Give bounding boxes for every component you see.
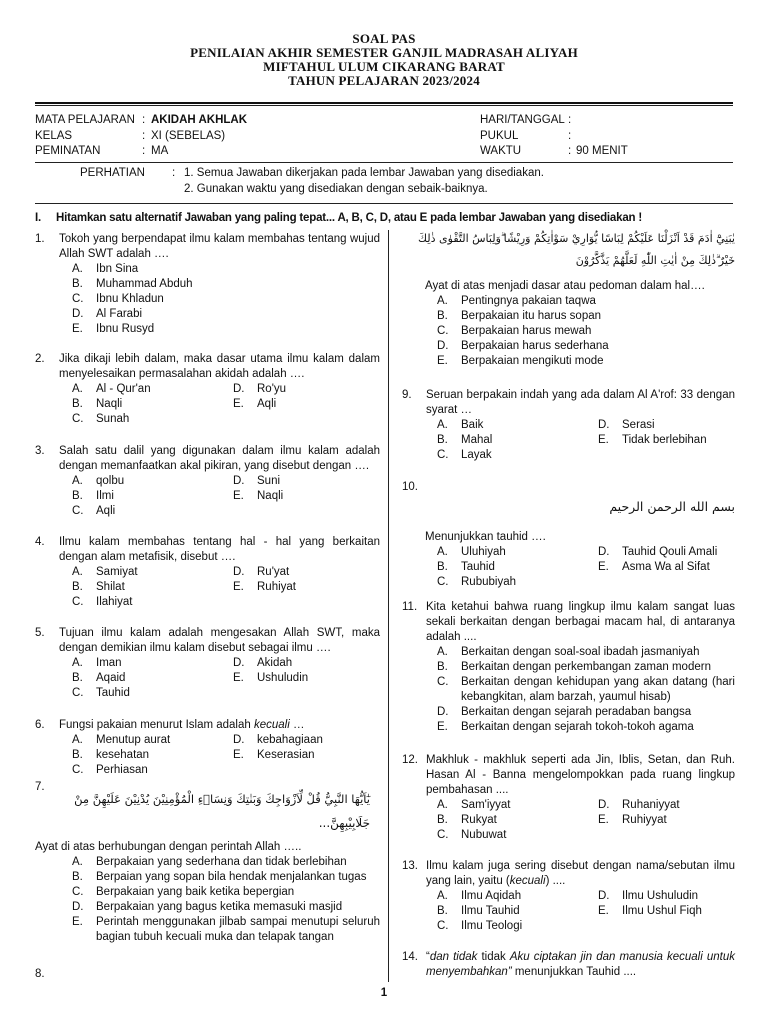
option-row[interactable]: A. Iman D. Akidah <box>72 657 293 669</box>
section-roman: I. <box>35 212 41 224</box>
question-8-content <box>402 228 735 369</box>
option[interactable]: A. Ibn Sina <box>72 263 139 275</box>
option[interactable]: A. Berpakaian yang sederhana dan tidak berlebihan <box>72 856 347 868</box>
info-major-value: MA <box>151 145 169 157</box>
option[interactable]: E. Berkaitan dengan sejarah tokoh-tokoh agama <box>437 721 694 733</box>
page-number: 1 <box>380 987 388 999</box>
question-stem: Tujuan ilmu kalam adalah mengesakan Allah SWT, maka dengan demikian ilmu kalam disebut sebagai ilmu …. <box>59 627 380 654</box>
arabic-verse-line-1: يٰبَنِيْٓ اٰدَمَ قَدْ اَنْزَلْنَا عَلَيْكُمْ لِبَاسًا يُّوَارِيْ سَوْاٰتِكُمْ وَرِيْشًا ۗوَلِبَاسُ التَّقْوٰى ذٰلِكَ <box>418 232 735 245</box>
option[interactable]: D. Berpakaian harus sederhana <box>437 340 609 352</box>
option[interactable]: D. Berpakaian yang bagus ketika memasuki masjid <box>72 901 343 913</box>
info-duration-label: WAKTU <box>480 145 522 157</box>
option-row[interactable]: A. Baik D. Serasi <box>437 419 655 431</box>
option-row[interactable]: B. Tauhid E. Asma Wa al Sifat <box>437 561 710 573</box>
option-row[interactable]: C. Tauhid <box>72 687 130 699</box>
option[interactable]: E. Berpakaian mengikuti mode <box>437 355 604 367</box>
option-row[interactable]: B. Shilat E. Ruhiyat <box>72 581 296 593</box>
option-row[interactable]: B. Mahal E. Tidak berlebihan <box>437 434 707 446</box>
question-stem: Jika dikaji lebih dalam, maka dasar utama ilmu kalam dalam menyelesaikan permasalahan akidah adalah …. <box>59 353 380 380</box>
option-row[interactable]: A. Sam'iyyat D. Ruhaniyyat <box>437 799 680 811</box>
header-divider-thin <box>35 105 733 106</box>
question-12: 12. Makhluk - makhluk seperti ada Jin, Iblis, Setan, dan Ruh. Hasan Al - Banna mengelompokkan pada ruang lingkup pembahasan .... A. Sam'iyyat D. Ruhaniyyat B. Rukyat E. Ruhiyyat C. Nubuwat <box>402 754 735 841</box>
header-line-3: MIFTAHUL ULUM CIKARANG BARAT <box>263 59 505 74</box>
option-row[interactable]: A. Ilmu Aqidah D. Ilmu Ushuludin <box>437 890 699 902</box>
option[interactable]: E. Perintah menggunakan jilbab sampai menutupi seluruh bagian tubuh kecuali muka dan telapak tangan <box>72 916 380 943</box>
question-stem: Seruan berpakain indah yang ada dalam Al A'rof: 33 dengan syarat … <box>426 389 735 416</box>
option[interactable]: D. Al Farabi <box>72 308 143 320</box>
question-9: 9. Seruan berpakain indah yang ada dalam Al A'rof: 33 dengan syarat … A. Baik D. Serasi B. Mahal E. Tidak berlebihan C. Layak <box>402 389 735 461</box>
arabic-verse-line-1: يٰٓاَيُّهَا النَّبِيُّ قُلْ لِّاَزْوَاجِكَ وَبَنٰتِكَ وَنِسَاۤءِ الْمُؤْمِنِيْنَ يُدْنِيْنَ عَلَيْهِنَّ مِنْ <box>74 792 370 806</box>
question-14: 14. “dan tidak tidak Aku ciptakan jin dan manusia kecuali untuk menyembahkan” menunjukkan Tauhid .... <box>402 951 735 978</box>
question-7: 7. يٰٓاَيُّهَا النَّبِيُّ قُلْ لِّاَزْوَاجِكَ وَبَنٰتِكَ وَنِسَاۤءِ الْمُؤْمِنِيْنَ يُدْنِيْنَ عَلَيْهِنَّ مِنْ جَلَابِيْبِهِنَّ... Ayat di atas berhubungan dengan perintah Allah ….. A. Berpakaian yang sederhana dan tidak berlebihan B. Berpaian yang sopan bila hendak menjalankan tugas C. Berpakaian yang baik ketika bepergian D. Berpakaian yang bagus ketika memasuki masjid E. Perintah menggunakan jilbab sampai menutupi seluruh bagian tubuh kecuali muka dan telapak tangan <box>35 781 380 943</box>
question-6: 6. Fungsi pakaian menurut Islam adalah kecuali … A. Menutup aurat D. kebahagiaan B. kesehatan E. Keserasian C. Perhiasan <box>35 718 380 778</box>
option[interactable]: E. Ibnu Rusyd <box>72 323 155 335</box>
option-row[interactable]: B. Ilmi E. Naqli <box>72 490 284 502</box>
question-11: 11. Kita ketahui bahwa ruang lingkup ilmu kalam sangat luas sekali berkaitan dengan berbagai macam hal, di antaranya adalah .... A. Berkaitan dengan soal-soal ibadah jasmaniyah B. Berkaitan dengan perkembangan zaman modern C. Berkaitan dengan kehidupan yang akan datang (hari kebangkitan, alam barzah, yaumul hisab) D. Berkaitan dengan sejarah peradaban bangsa E. Berkaitan dengan sejarah tokoh-tokoh agama <box>402 601 735 733</box>
option-row[interactable]: C. Nubuwat <box>437 829 507 841</box>
question-4: 4. Ilmu kalam membahas tentang hal - hal yang berkaitan dengan alam metafisik, disebut …. A. Samiyat D. Ru'yat B. Shilat E. Ruhiyat C. Ilahiyat <box>35 536 380 608</box>
attention-label: PERHATIAN <box>80 167 145 179</box>
info-subject-value: AKIDAH AKHLAK <box>151 114 248 126</box>
question-2: 2. Jika dikaji lebih dalam, maka dasar utama ilmu kalam dalam menyelesaikan permasalahan akidah adalah …. A. Al - Qur'an D. Ro'yu B. Naqli E. Aqli C. Sunah <box>35 353 380 425</box>
option-row[interactable]: C. Ilmu Teologi <box>437 920 523 932</box>
option[interactable]: A. Pentingnya pakaian taqwa <box>437 295 596 307</box>
question-stem: Tokoh yang berpendapat ilmu kalam membahas tentang wujud Allah SWT adalah …. <box>59 233 380 260</box>
option[interactable]: C. Berpakaian harus mewah <box>437 325 592 337</box>
option-row[interactable]: C. Sunah <box>72 413 130 425</box>
attention-notes: PERHATIAN : 1. Semua Jawaban dikerjakan pada lembar Jawaban yang disediakan. 2. Gunakan waktu yang disediakan dengan sebaik-baiknya. <box>80 166 730 197</box>
question-3: 3. Salah satu dalil yang digunakan dalam ilmu kalam adalah dengan memanfaatkan akal pikiran, yang disebut dengan …. A. qolbu D. Suni B. Ilmi E. Naqli C. Aqli <box>35 445 380 517</box>
option[interactable]: D. Berkaitan dengan sejarah peradaban bangsa <box>437 706 692 718</box>
option[interactable]: B. Berkaitan dengan perkembangan zaman modern <box>437 661 711 673</box>
arabic-verse-line-2: خَيْرٌ ۗذٰلِكَ مِنْ اٰيٰتِ اللّٰهِ لَعَلَّهُمْ يَذَّكَّرُوْنَ <box>575 254 735 267</box>
question-stem: Ayat di atas berhubungan dengan perintah Allah ….. <box>35 841 302 853</box>
exam-header <box>0 32 768 88</box>
option-row[interactable]: A. Uluhiyah D. Tauhid Qouli Amali <box>437 546 718 558</box>
option-row[interactable]: B. kesehatan E. Keserasian <box>72 749 315 761</box>
header-line-1: SOAL PAS <box>352 31 416 46</box>
info-date-label: HARI/TANGGAL <box>480 114 565 126</box>
info-class-label: KELAS <box>35 129 73 142</box>
option[interactable]: C. Berpakaian yang baik ketika bepergian <box>72 886 295 898</box>
option-row[interactable]: B. Aqaid E. Ushuludin <box>72 672 309 684</box>
option-row[interactable]: A. Menutup aurat D. kebahagiaan <box>72 734 323 746</box>
question-stem: Ilmu kalam juga sering disebut dengan nama/sebutan ilmu yang lain, yaitu (kecuali) .... <box>426 860 735 887</box>
option-row[interactable]: A. qolbu D. Suni <box>72 475 281 487</box>
question-stem: Makhluk - makhluk seperti ada Jin, Iblis, Setan, dan Ruh. Hasan Al - Banna mengelompokkan pada ruang lingkup pembahasan .... <box>426 754 735 796</box>
option-row[interactable]: C. Rububiyah <box>437 576 516 588</box>
header-line-2: PENILAIAN AKHIR SEMESTER GANJIL MADRASAH ALIYAH <box>190 45 578 60</box>
question-stem: Salah satu dalil yang digunakan dalam ilmu kalam adalah dengan memanfaatkan akal pikiran, yang disebut dengan …. <box>59 445 380 472</box>
option-row[interactable]: B. Ilmu Tauhid E. Ilmu Ushul Fiqh <box>437 905 702 917</box>
option[interactable]: C. Ibnu Khladun <box>72 293 164 305</box>
header-line-4: TAHUN PELAJARAN 2023/2024 <box>288 73 480 88</box>
header-divider <box>35 102 733 104</box>
question-10: 10. بسم الله الرحمن الرحيم Menunjukkan tauhid …. A. Uluhiyah D. Tauhid Qouli Amali B. Tauhid E. Asma Wa al Sifat C. Rububiyah <box>402 481 735 588</box>
option[interactable]: A. Berkaitan dengan soal-soal ibadah jasmaniyah <box>437 646 700 658</box>
option-row[interactable]: C. Aqli <box>72 505 116 517</box>
option[interactable]: C. Berkaitan dengan kehidupan yang akan datang (hari kebangkitan, alam barzah, yaumul hisab) <box>437 676 735 703</box>
question-stem: “dan tidak tidak Aku ciptakan jin dan manusia kecuali untuk menyembahkan” menunjukkan Tauhid .... <box>426 951 735 978</box>
section-instruction-text: Hitamkan satu alternatif Jawaban yang paling tepat... A, B, C, D, atau E pada lembar Jawaban yang disediakan ! <box>56 212 642 224</box>
info-divider <box>35 162 733 163</box>
option-row[interactable]: B. Naqli E. Aqli <box>72 398 277 410</box>
option[interactable]: B. Muhammad Abduh <box>72 278 193 290</box>
question-stem: Ilmu kalam membahas tentang hal - hal yang berkaitan dengan alam metafisik, disebut …. <box>59 536 380 563</box>
option-row[interactable]: B. Rukyat E. Ruhiyyat <box>437 814 667 826</box>
option-row[interactable]: C. Perhiasan <box>72 764 148 776</box>
question-13: 13. Ilmu kalam juga sering disebut dengan nama/sebutan ilmu yang lain, yaitu (kecuali) .... A. Ilmu Aqidah D. Ilmu Ushuludin B. Ilmu Tauhid E. Ilmu Ushul Fiqh C. Ilmu Teologi <box>402 860 735 932</box>
option-row[interactable]: C. Ilahiyat <box>72 596 133 608</box>
question-stem: Ayat di atas menjadi dasar atau pedoman dalam hal…. <box>425 280 705 292</box>
attention-item-1: 1. Semua Jawaban dikerjakan pada lembar Jawaban yang disediakan. <box>184 167 544 179</box>
question-5: 5. Tujuan ilmu kalam adalah mengesakan Allah SWT, maka dengan demikian ilmu kalam disebut sebagai ilmu …. A. Iman D. Akidah B. Aqaid E. Ushuludin C. Tauhid <box>35 627 380 699</box>
question-stem: Kita ketahui bahwa ruang lingkup ilmu kalam sangat luas sekali berkaitan dengan berbagai macam hal, di antaranya adalah .... <box>426 601 735 643</box>
info-class-value: XI (SEBELAS) <box>151 129 226 142</box>
option[interactable]: B. Berpakaian itu harus sopan <box>437 310 602 322</box>
exam-info: MATA PELAJARAN : AKIDAH AKHLAK HARI/TANGGAL : KELAS : XI (SEBELAS) PUKUL : PEMINATAN : MA WAKTU : 90 MENIT <box>35 113 733 160</box>
attention-item-2: 2. Gunakan waktu yang disediakan dengan sebaik-baiknya. <box>184 182 488 195</box>
option-row[interactable]: A. Al - Qur'an D. Ro'yu <box>72 383 287 395</box>
option-row[interactable]: C. Layak <box>437 449 492 461</box>
question-stem: Fungsi pakaian menurut Islam adalah kecuali … <box>59 719 305 731</box>
arabic-verse-line-2: جَلَابِيْبِهِنَّ... <box>318 816 370 830</box>
arabic-basmala: بسم الله الرحمن الرحيم <box>609 499 735 514</box>
question-stem: Menunjukkan tauhid …. <box>425 531 546 543</box>
info-time-label: PUKUL <box>480 129 519 142</box>
option[interactable]: B. Berpaian yang sopan bila hendak menjalankan tugas <box>72 871 367 883</box>
info-major-label: PEMINATAN <box>35 145 101 157</box>
question-1: 1. Tokoh yang berpendapat ilmu kalam membahas tentang wujud Allah SWT adalah …. A. Ibn Sina B. Muhammad Abduh C. Ibnu Khladun D. Al Farabi E. Ibnu Rusyd <box>35 233 380 335</box>
column-divider <box>388 230 389 982</box>
info-duration-value: 90 MENIT <box>576 145 628 157</box>
option-row[interactable]: A. Samiyat D. Ru'yat <box>72 566 290 578</box>
attention-divider <box>35 203 733 204</box>
info-subject-label: MATA PELAJARAN <box>35 114 135 126</box>
